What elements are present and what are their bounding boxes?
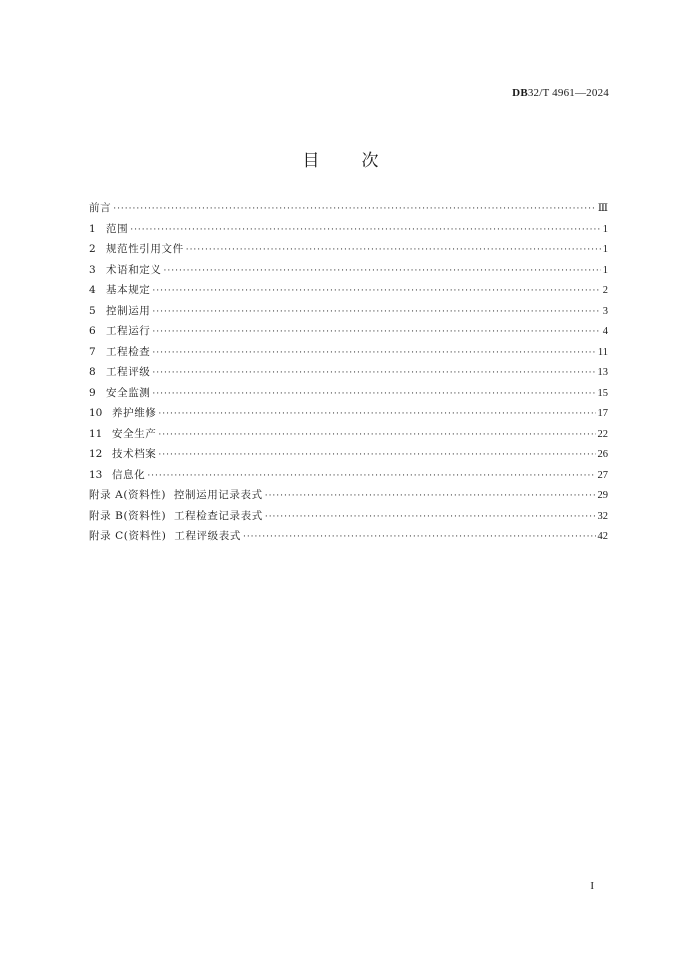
toc-entry-page: 32 — [597, 510, 608, 522]
toc-title-char-2: 次 — [361, 151, 379, 171]
toc-entry-number: 6 — [89, 325, 96, 337]
toc-entry-page: 27 — [597, 469, 608, 481]
standard-code — [512, 87, 609, 99]
toc-dot-leader — [152, 286, 600, 296]
toc-entry-number: 3 — [89, 263, 96, 276]
toc-entry-number: 7 — [89, 345, 96, 358]
toc-entry-page: 4 — [602, 326, 608, 337]
toc-entry-number: 11 — [89, 427, 103, 440]
toc-dot-leader — [152, 307, 600, 317]
toc-entry-page: 42 — [597, 531, 608, 542]
toc-dot-leader — [152, 368, 595, 378]
toc-entry-page: 1 — [602, 223, 608, 235]
toc-entry-page: 3 — [602, 305, 608, 317]
toc-entry-page: Ⅲ — [597, 203, 608, 214]
toc-entry-1[interactable] — [89, 221, 608, 242]
toc-entry-number: 10 — [89, 407, 103, 419]
toc-entry-label: 附录 B(资料性) 工程检查记录表式 — [89, 509, 263, 522]
toc-entry-6[interactable] — [89, 323, 608, 344]
toc-entry-8[interactable] — [89, 364, 608, 385]
toc-entry-number: 4 — [89, 284, 96, 296]
toc-entry-9[interactable] — [89, 385, 608, 406]
toc-dot-leader — [152, 389, 595, 399]
toc-entry-number: 5 — [89, 304, 96, 317]
toc-entry-label: 前言 — [89, 202, 112, 214]
toc-title — [0, 146, 681, 171]
page-number: I — [590, 880, 594, 892]
toc-entry-7[interactable] — [89, 344, 608, 365]
toc-entry-page: 1 — [602, 264, 608, 276]
toc-dot-leader — [158, 450, 595, 460]
toc-entry-12[interactable] — [89, 446, 608, 467]
standard-number: 32/T 4961—2024 — [527, 87, 609, 99]
toc-entry-page: 22 — [597, 428, 608, 440]
toc-entry-3[interactable] — [89, 262, 608, 283]
toc-entry-page: 1 — [602, 244, 608, 255]
toc-entry-label: 附录 A(资料性) 控制运用记录表式 — [89, 489, 263, 501]
toc-entry-11[interactable] — [89, 426, 608, 447]
toc-entry-label: 范围 — [106, 222, 129, 235]
standard-prefix: DB — [512, 87, 528, 99]
toc-entry-page: 13 — [597, 367, 608, 378]
toc-entry-appendix-a[interactable] — [89, 487, 608, 508]
toc-dot-leader — [265, 491, 596, 501]
toc-entry-label: 规范性引用文件 — [106, 243, 184, 255]
toc-entry-number: 13 — [89, 468, 103, 481]
toc-entry-page: 15 — [597, 387, 608, 399]
toc-dot-leader — [152, 327, 600, 337]
toc-entry-label: 信息化 — [112, 468, 146, 481]
toc-entry-label: 安全监测 — [106, 386, 151, 399]
toc-dot-leader — [164, 266, 601, 276]
toc-dot-leader — [265, 512, 596, 522]
toc-dot-leader — [158, 409, 595, 419]
toc-entry-5[interactable] — [89, 303, 608, 324]
toc-dot-leader — [113, 204, 596, 214]
toc-entry-10[interactable] — [89, 405, 608, 426]
toc-entry-number: 12 — [89, 448, 103, 460]
toc-entry-number: 9 — [89, 386, 96, 399]
toc-entry-label: 基本规定 — [106, 284, 151, 296]
toc-dot-leader — [130, 225, 601, 235]
toc-entry-13[interactable] — [89, 467, 608, 488]
toc-entry-label: 控制运用 — [106, 304, 151, 317]
toc-dot-leader — [152, 348, 595, 358]
toc-entry-label: 工程运行 — [106, 325, 151, 337]
toc-entry-label: 工程评级 — [106, 366, 151, 378]
toc-entry-page: 11 — [597, 346, 608, 358]
toc-entry-2[interactable] — [89, 241, 608, 262]
toc-title-char-1: 目 — [302, 151, 320, 171]
toc-entry-number: 1 — [89, 222, 96, 235]
toc-entry-label: 术语和定义 — [106, 263, 162, 276]
toc-dot-leader — [147, 471, 595, 481]
toc-entry-foreword[interactable] — [89, 200, 608, 221]
toc-entry-page: 26 — [597, 449, 608, 460]
toc-entry-number: 2 — [89, 243, 96, 255]
toc-entry-label: 附录 C(资料性) 工程评级表式 — [89, 530, 241, 542]
toc-entry-appendix-b[interactable] — [89, 508, 608, 529]
toc-dot-leader — [243, 532, 596, 542]
toc-dot-leader — [158, 430, 595, 440]
toc-dot-leader — [186, 245, 601, 255]
toc-entry-page: 17 — [597, 408, 608, 419]
toc-entry-label: 养护维修 — [112, 407, 157, 419]
toc-entry-number: 8 — [89, 366, 96, 378]
toc-entry-4[interactable] — [89, 282, 608, 303]
toc-entry-appendix-c[interactable] — [89, 528, 608, 549]
toc-entry-label: 工程检查 — [106, 345, 151, 358]
toc-entry-page: 2 — [602, 285, 608, 296]
toc-entry-page: 29 — [597, 490, 608, 501]
toc-entry-label: 安全生产 — [112, 427, 157, 440]
table-of-contents — [89, 200, 608, 549]
toc-entry-label: 技术档案 — [112, 448, 157, 460]
